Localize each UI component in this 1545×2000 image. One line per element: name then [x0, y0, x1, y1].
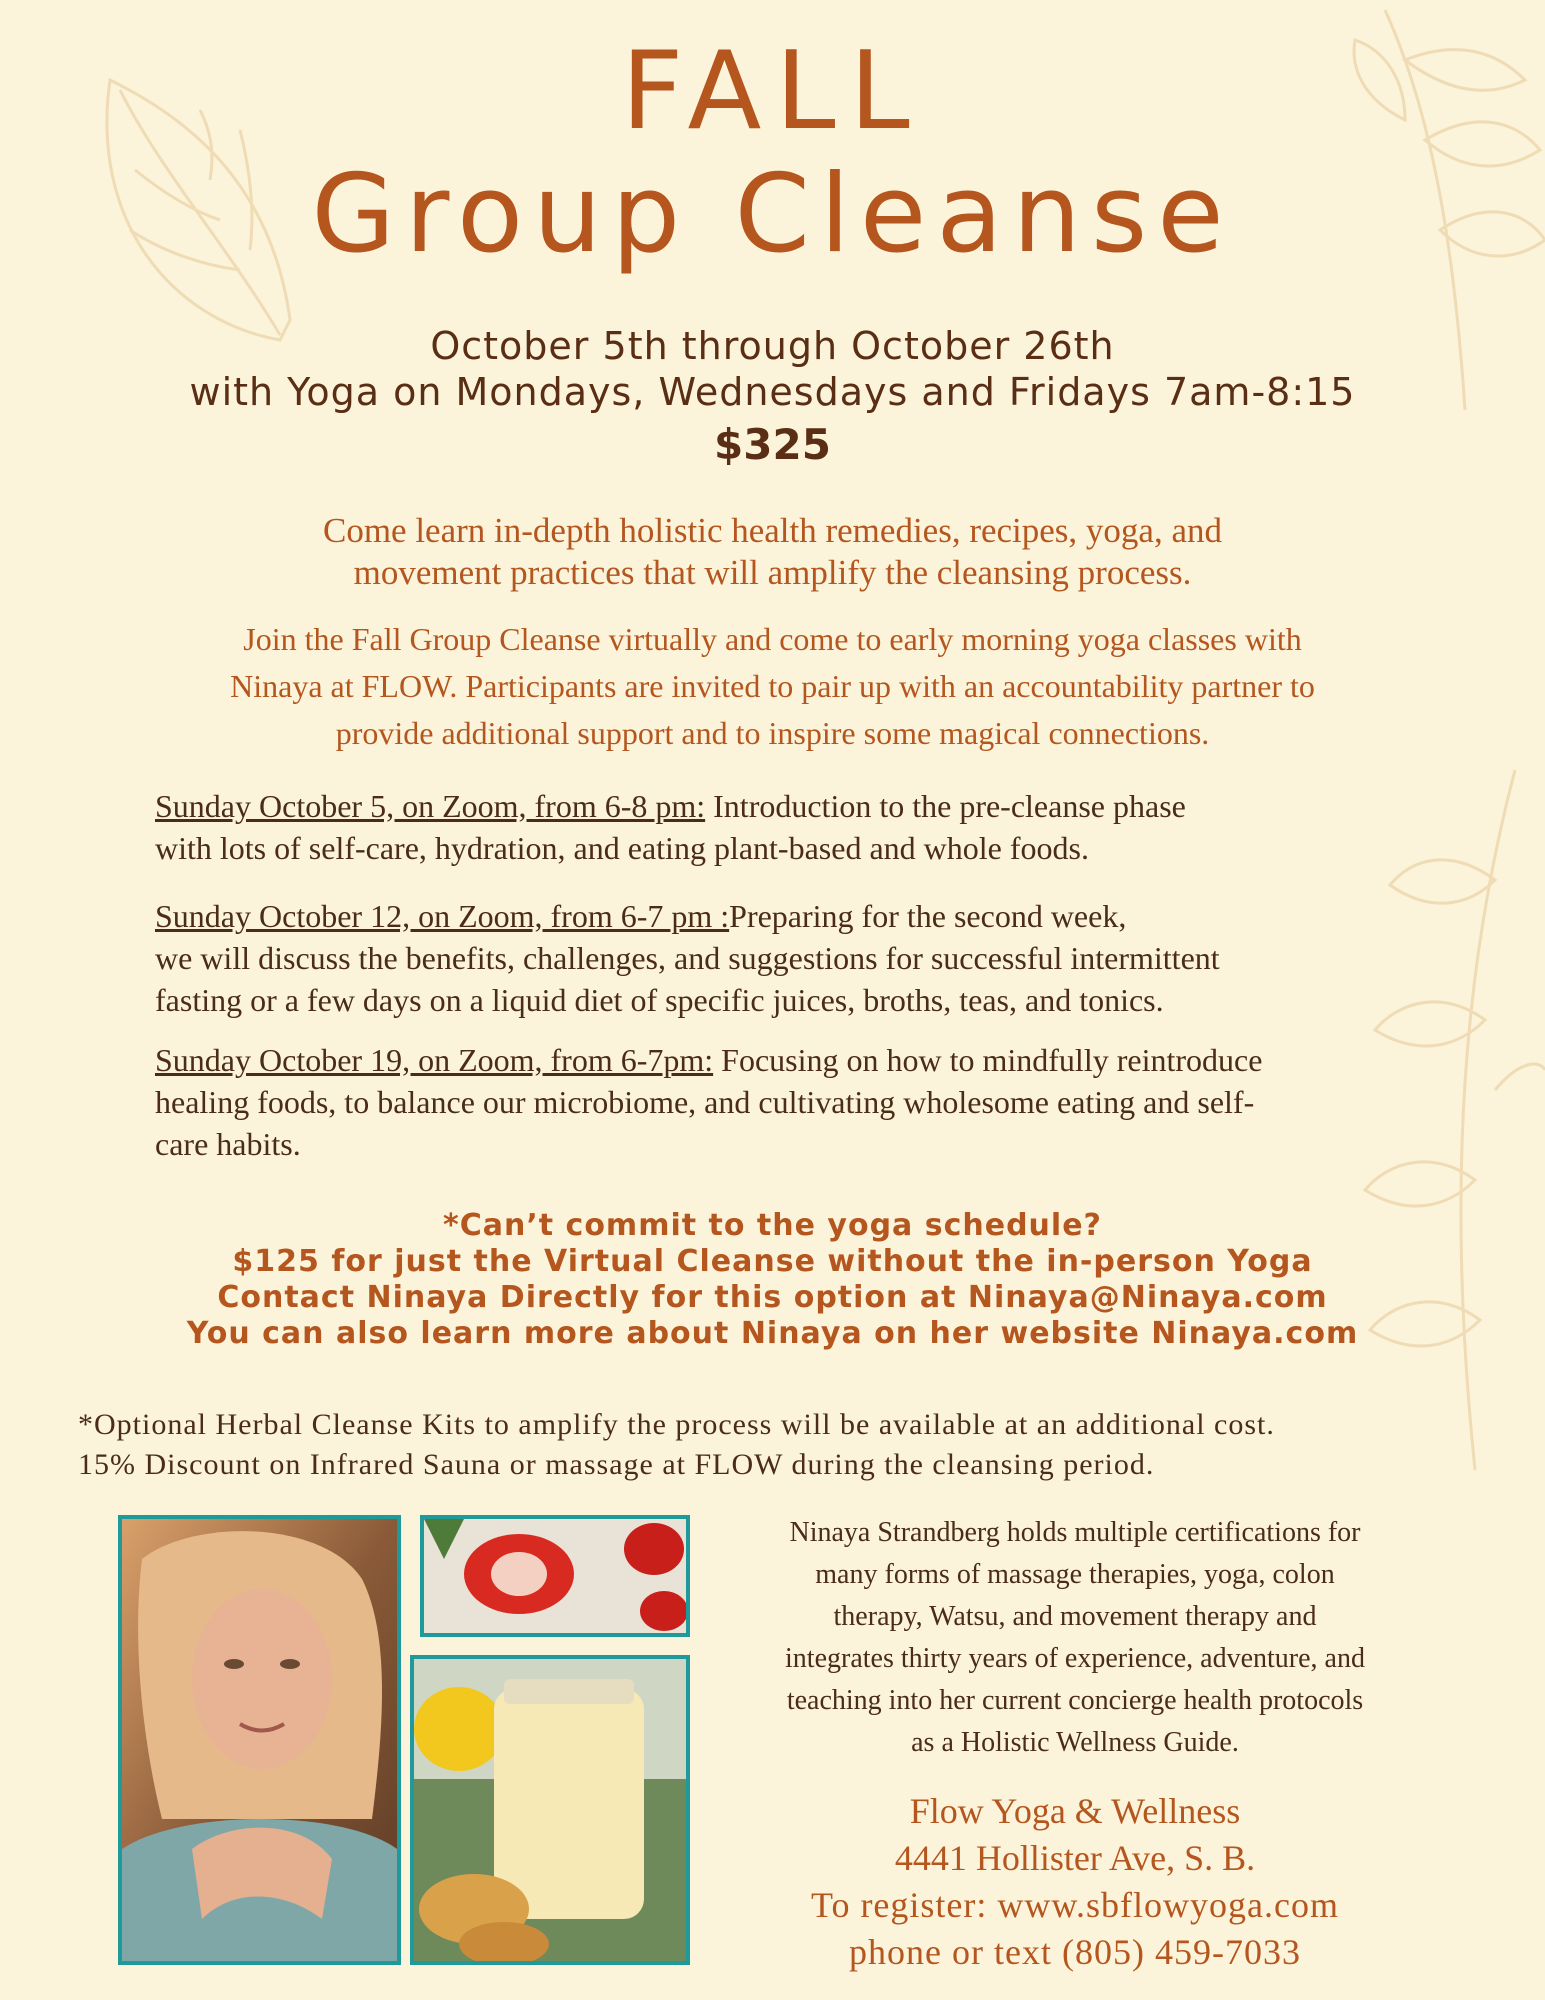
session-2-text-2: we will discuss the benefits, challenges, and suggestions for successful intermittent — [155, 940, 1220, 976]
intro-line-1: Come learn in-depth holistic health remedies, recipes, yoga, and — [322, 511, 1222, 550]
yoga-schedule-line: with Yoga on Mondays, Wednesdays and Fridays 7am-8:15 — [189, 370, 1356, 414]
session-2-text-3: fasting or a few days on a liquid diet of specific juices, broths, teas, and tonics. — [155, 982, 1164, 1018]
session-1-text: Introduction to the pre-cleanse phase — [705, 788, 1186, 824]
session-2 — [155, 895, 1420, 1021]
session-2-text: Preparing for the second week, — [729, 898, 1127, 934]
session-2-date: Sunday October 12, on Zoom, from 6-7 pm : — [155, 898, 730, 934]
session-1-text-2: with lots of self-care, hydration, and eating plant-based and whole foods. — [155, 830, 1089, 866]
session-3-text: Focusing on how to mindfully reintroduce — [713, 1042, 1263, 1078]
portrait-image — [122, 1519, 397, 1961]
bio-line-6: as a Holistic Wellness Guide. — [911, 1727, 1239, 1758]
phone-number[interactable]: phone or text (805) 459-7033 — [849, 1932, 1301, 1972]
optional-offers — [78, 1405, 1498, 1485]
dates-line: October 5th through October 26th — [430, 324, 1115, 368]
register-link[interactable]: To register: www.sbflowyoga.com — [810, 1885, 1340, 1925]
bio — [715, 1512, 1435, 1764]
session-3 — [155, 1039, 1420, 1165]
join-line-2: Ninaya at FLOW. Participants are invited to pair up with an accountability partner to — [230, 668, 1315, 704]
alt-line-1: *Can’t commit to the yoga schedule? — [443, 1208, 1102, 1243]
session-1 — [155, 785, 1420, 869]
juice-jar-image — [414, 1659, 686, 1961]
strawberries-photo — [420, 1515, 690, 1637]
alt-line-4: You can also learn more about Ninaya on her website Ninaya.com — [186, 1316, 1359, 1351]
title-group-cleanse: Group Cleanse — [311, 152, 1234, 277]
bio-line-5: teaching into her current concierge health protocols — [786, 1685, 1364, 1716]
intro-line-2: movement practices that will amplify the cleansing process. — [353, 553, 1192, 592]
title-fall: FALL — [621, 29, 924, 154]
alt-line-2: $125 for just the Virtual Cleanse without the in-person Yoga — [232, 1244, 1313, 1279]
session-3-date: Sunday October 19, on Zoom, from 6-7pm: — [155, 1042, 714, 1078]
session-3-text-2: healing foods, to balance our microbiome, and cultivating wholesome eating and self- — [155, 1084, 1255, 1120]
bio-line-2: many forms of massage therapies, yoga, colon — [815, 1559, 1335, 1590]
studio-address: 4441 Hollister Ave, S. B. — [894, 1838, 1256, 1878]
ninaya-portrait-photo — [118, 1515, 401, 1965]
bio-line-3: therapy, Watsu, and movement therapy and — [833, 1601, 1317, 1632]
alt-line-3: Contact Ninaya Directly for this option at Ninaya@Ninaya.com — [217, 1280, 1328, 1315]
join-line-1: Join the Fall Group Cleanse virtually and come to early morning yoga classes with — [243, 621, 1302, 657]
bio-line-1: Ninaya Strandberg holds multiple certifications for — [789, 1517, 1361, 1548]
price: $325 — [714, 420, 831, 469]
strawberries-image — [424, 1519, 686, 1633]
optional-line-2: 15% Discount on Infrared Sauna or massage at FLOW during the cleansing period. — [78, 1448, 1155, 1481]
bio-line-4: integrates thirty years of experience, adventure, and — [785, 1643, 1365, 1674]
join-line-3: provide additional support and to inspire some magical connections. — [335, 715, 1210, 751]
session-1-date: Sunday October 5, on Zoom, from 6-8 pm: — [155, 788, 706, 824]
virtual-only-option — [0, 1208, 1545, 1352]
juice-jar-photo — [410, 1655, 690, 1965]
optional-line-1: *Optional Herbal Cleanse Kits to amplify the process will be available at an additional cost. — [78, 1408, 1275, 1441]
session-3-text-3: care habits. — [155, 1126, 301, 1162]
studio-name: Flow Yoga & Wellness — [909, 1791, 1241, 1831]
contact-info — [715, 1788, 1435, 1976]
